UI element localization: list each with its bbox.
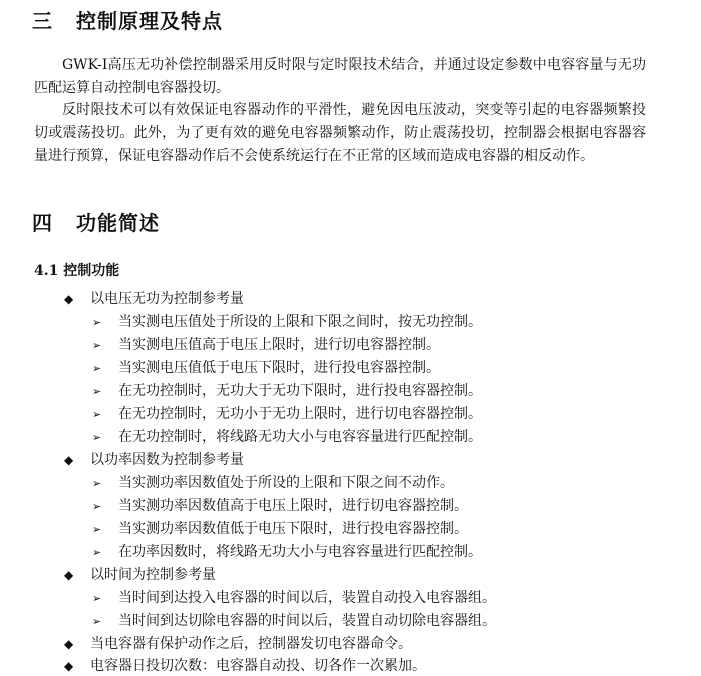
arrow-bullet-icon: ➢: [92, 431, 102, 444]
arrow-bullet-icon: ➢: [92, 339, 102, 352]
arrow-bullet-icon: ➢: [92, 362, 102, 375]
section-4-number: 四: [32, 211, 53, 235]
diamond-bullet-icon: ◆: [64, 568, 74, 582]
section-4-title: 功能简述: [76, 211, 160, 235]
sub-list-item: [92, 312, 482, 333]
section-3-paragraph-1: GWK-Ⅰ高压无功补偿控制器采用反时限与定时限技术结合，并通过设定参数中电容容量与无功匹配运算自动控制电容器投切。: [34, 57, 646, 96]
arrow-bullet-icon: ➢: [92, 316, 102, 329]
list-item-label: 以功率因数为控制参考量: [90, 452, 244, 468]
sub-list-item: [92, 381, 482, 402]
arrow-bullet-icon: ➢: [92, 408, 102, 421]
sub-list-item: [92, 519, 468, 540]
sub-list-item-text: 在无功控制时，将线路无功大小与电容容量进行匹配控制。: [118, 429, 482, 445]
section-3-heading: [32, 9, 223, 33]
sub-list-item: [92, 496, 468, 517]
sub-list-item-text: 在无功控制时，无功小于无功上限时，进行切电容器控制。: [118, 406, 482, 422]
diamond-bullet-icon: ◆: [64, 637, 74, 651]
list-item: [64, 565, 216, 585]
sub-list-item: [92, 404, 482, 425]
section-3-paragraph-2: 反时限技术可以有效保证电容器动作的平滑性，避免因电压波动，突变等引起的电容器频繁投切或震荡投切。此外，为了更有效的避免电容器频繁动作，防止震荡投切，控制器会根据电容器容量进行预算，保证电容器动作后不会使系统运行在不正常的区域而造成电容器的相反动作。: [34, 102, 646, 164]
list-item: [64, 450, 244, 470]
section-3-number: 三: [32, 9, 53, 33]
list-item-label: 电容器日投切次数：电容器自动投、切各作一次累加。: [90, 658, 426, 674]
sub-list-item-text: 在无功控制时，无功大于无功下限时，进行投电容器控制。: [118, 383, 482, 399]
arrow-bullet-icon: ➢: [92, 500, 102, 513]
arrow-bullet-icon: ➢: [92, 477, 102, 490]
section-4-heading: [32, 211, 160, 235]
sub-list-item-text: 当实测电压值低于电压下限时，进行投电容器控制。: [118, 360, 440, 376]
sub-list-item: [92, 611, 496, 632]
sub-list-item-text: 当实测电压值高于电压上限时，进行切电容器控制。: [118, 337, 440, 353]
sub-list-item-text: 当实测功率因数值高于电压上限时，进行切电容器控制。: [118, 498, 468, 514]
sub-list-item-text: 当时间到达切除电容器的时间以后，装置自动切除电容器组。: [118, 613, 496, 629]
arrow-bullet-icon: ➢: [92, 385, 102, 398]
list-item-label: 以电压无功为控制参考量: [90, 291, 244, 307]
diamond-bullet-icon: ◆: [64, 292, 74, 306]
arrow-bullet-icon: ➢: [92, 523, 102, 536]
section-3-title: 控制原理及特点: [76, 9, 223, 33]
sub-list-item-text: 在功率因数时，将线路无功大小与电容容量进行匹配控制。: [118, 544, 482, 560]
sub-list-item: [92, 542, 482, 563]
sub-list-item: [92, 473, 454, 494]
sub-list-item: [92, 335, 440, 356]
list-item-label: 当电容器有保护动作之后，控制器发切电容器命令。: [90, 636, 412, 652]
sub-list-item: [92, 588, 496, 609]
sub-list-item: [92, 358, 440, 379]
sub-list-item-text: 当时间到达投入电容器的时间以后，装置自动投入电容器组。: [118, 590, 496, 606]
sub-list-item-text: 当实测功率因数值处于所设的上限和下限之间不动作。: [118, 475, 454, 491]
list-item: [64, 289, 244, 309]
list-item: [64, 634, 412, 654]
arrow-bullet-icon: ➢: [92, 592, 102, 605]
sub-list-item-text: 当实测电压值处于所设的上限和下限之间时，按无功控制。: [118, 314, 482, 330]
diamond-bullet-icon: ◆: [64, 453, 74, 467]
arrow-bullet-icon: ➢: [92, 546, 102, 559]
diamond-bullet-icon: ◆: [64, 659, 74, 673]
list-item: [64, 656, 426, 676]
sub-list-item: [92, 427, 482, 448]
sub-list-item-text: 当实测功率因数值低于电压下限时，进行投电容器控制。: [118, 521, 468, 537]
list-item-label: 以时间为控制参考量: [90, 567, 216, 583]
subsection-4-1-heading: 4.1 控制功能: [34, 263, 120, 279]
arrow-bullet-icon: ➢: [92, 615, 102, 628]
